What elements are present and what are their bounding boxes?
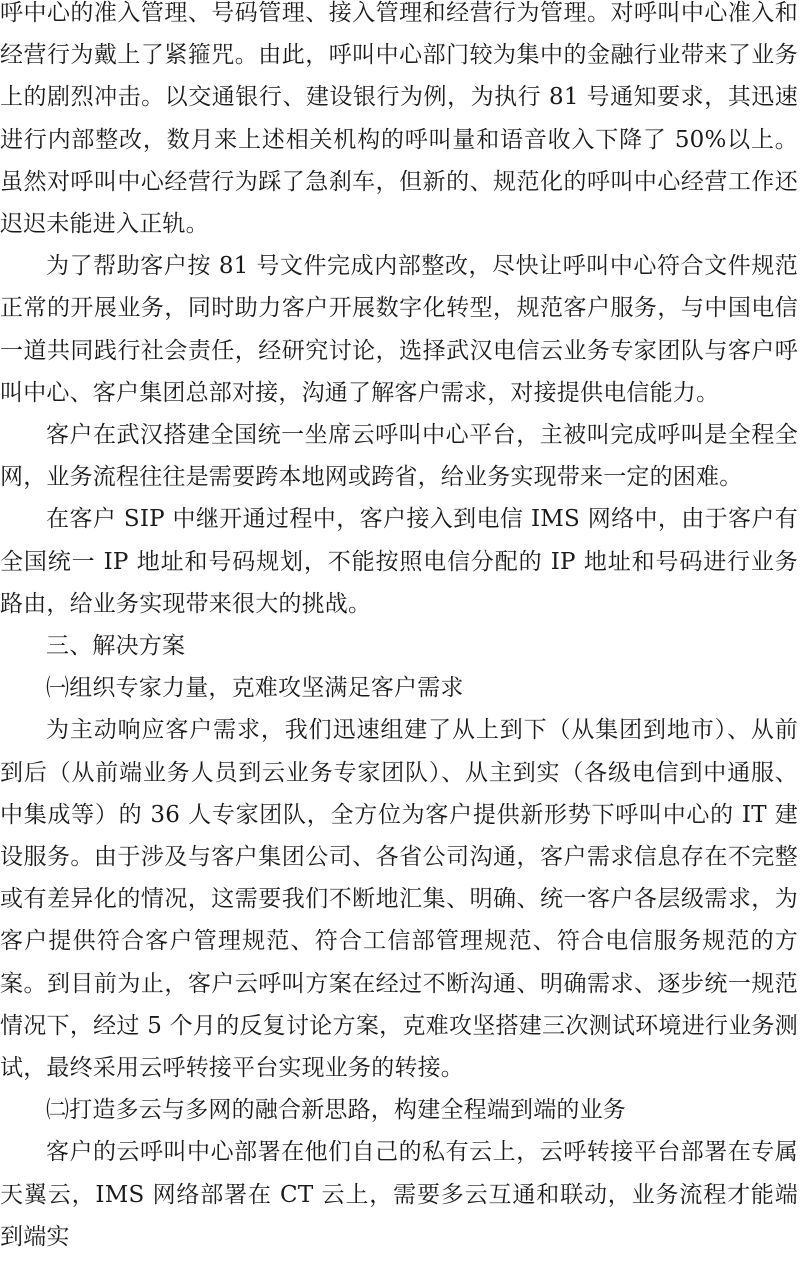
- subsection-heading-multi-cloud: ㈡打造多云与多网的融合新思路，构建全程端到端的业务: [46, 1097, 626, 1124]
- paragraph-wuhan-platform: 客户在武汉搭建全国统一坐席云呼叫中心平台，主被叫完成呼叫是全程全网，业务流程往往是需要跨本地网或跨省，给业务实现带来一定的困难。: [0, 422, 798, 491]
- paragraph-sip-trunk-challenge: 在客户 SIP 中继开通过程中，客户接入到电信 IMS 网络中，由于客户有全国统一 IP 地址和号码规划，不能按照电信分配的 IP 地址和号码进行业务路由，给业务实现带来很大的挑战。: [0, 506, 798, 617]
- paragraph-multi-cloud: 客户的云呼叫中心部署在他们自己的私有云上，云呼转接平台部署在专属天翼云，IMS 网络部署在 CT 云上，需要多云互通和联动，业务流程才能端到端实: [0, 1139, 798, 1250]
- paragraph-expert-team: 为主动响应客户需求，我们迅速组建了从上到下（从集团到地市）、从前到后（从前端业务人员到云业务专家团队）、从主到实（各级电信到中通服、中集成等）的 36 人专家团队，全方位为客户提供新形势下呼叫中心的 IT 建设服务。由于涉及与客户集团公司、各省公司沟通，客户需求信息存在不完整或有差异化的情况，这需要我们不断地汇集、明确、统一客户各层级需求，为客户提供符合客户管理规范、符合工信部管理规范、符合电信服务规范的方案。到目前为止，客户云呼叫方案在经过不断沟通、明确需求、逐步统一规范情况下，经过 5 个月的反复讨论方案，克难攻坚搭建三次测试环境进行业务测试，最终采用云呼转接平台实现业务的转接。: [0, 717, 798, 1082]
- paragraph-help-customer-rectification: 为了帮助客户按 81 号文件完成内部整改，尽快让呼叫中心符合文件规范正常的开展业务，同时助力客户开展数字化转型，规范客户服务，与中国电信一道共同践行社会责任，经研究讨论，选择武汉电信云业务专家团队与客户呼叫中心、客户集团总部对接，沟通了解客户需求，对接提供电信能力。: [0, 253, 798, 406]
- section-heading-solution: 三、解决方案: [46, 633, 186, 660]
- paragraph-call-center-regulation: 呼中心的准入管理、号码管理、接入管理和经营行为管理。对呼叫中心准入和经营行为戴上了紧箍咒。由此，呼叫中心部门较为集中的金融行业带来了业务上的剧烈冲击。以交通银行、建设银行为例，为执行 81 号通知要求，其迅速进行内部整改，数月来上述相关机构的呼叫量和语音收入下降了 50%以上。虽然对呼叫中心经营行为踩了急刹车，但新的、规范化的呼叫中心经营工作还迟迟未能进入正轨。: [0, 0, 798, 238]
- subsection-heading-expert-team: ㈠组织专家力量，克难攻坚满足客户需求: [46, 675, 464, 702]
